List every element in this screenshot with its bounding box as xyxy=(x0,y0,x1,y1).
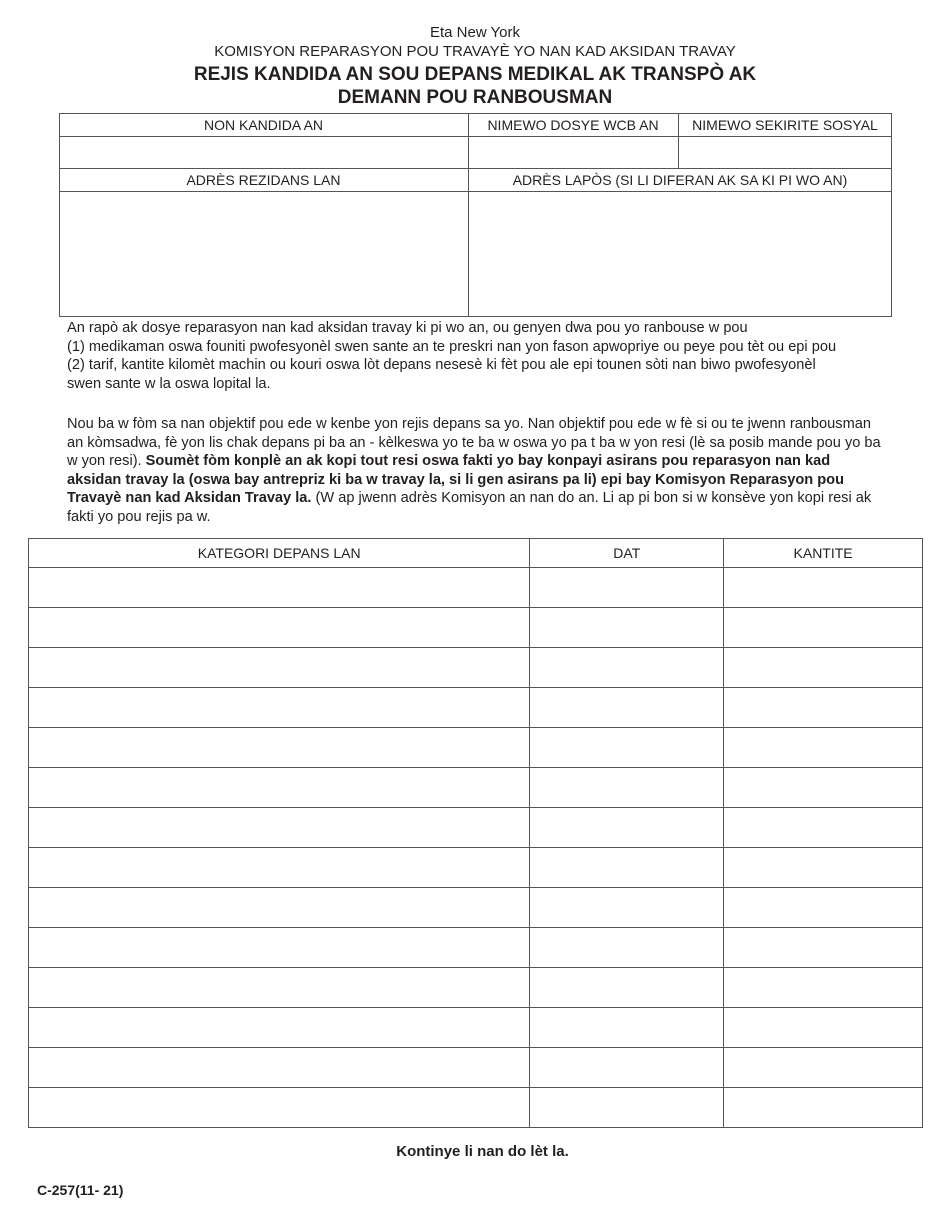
expense-category-cell[interactable] xyxy=(29,768,530,808)
expense-amount-cell[interactable] xyxy=(724,688,923,728)
claimant-name-label: NON KANDIDA AN xyxy=(203,117,324,133)
expense-row xyxy=(29,568,923,608)
expense-date-cell[interactable] xyxy=(530,968,724,1008)
expense-table xyxy=(28,538,923,1128)
continue-note: Kontinye li nan do lèt la. xyxy=(396,1143,569,1160)
claimant-info-box xyxy=(59,113,892,317)
expense-date-cell[interactable] xyxy=(530,808,724,848)
expense-category-cell[interactable] xyxy=(29,1008,530,1048)
expense-category-header: KATEGORI DEPANS LAN xyxy=(29,539,530,568)
expense-date-cell[interactable] xyxy=(530,848,724,888)
instructions-text: Nou ba w fòm sa nan objektif pou ede w kenbe yon rejis depans sa yo. Nan objektif pou ede w fè si ou te jwenn ranbousman an kòmsadwa, fè yon lis chak depans pi ba an - kèlkeswa yo te ba w oswa yo pa t ba w yon resi (lè sa posib mande pou yo ba w yon resi). xyxy=(67,416,881,469)
instructions-bold-text: Soumèt fòm konplè an ak kopi tout resi oswa fakti yo bay konpayi asirans pou reparasyon nan kad aksidan travay la (oswa bay antrepriz ki ba w travay la, si li gen asirans pa li) epi bay Komisyon Reparasyon pou Travayè nan kad Aksidan Travay la. xyxy=(67,453,844,506)
state-name: Eta New York xyxy=(429,24,521,41)
expense-amount-cell[interactable] xyxy=(724,1048,923,1088)
expense-amount-cell[interactable] xyxy=(724,768,923,808)
expense-amount-cell[interactable] xyxy=(724,848,923,888)
expense-row xyxy=(29,888,923,928)
expense-category-cell[interactable] xyxy=(29,848,530,888)
expense-amount-cell[interactable] xyxy=(724,968,923,1008)
expense-row xyxy=(29,1088,923,1128)
expense-category-cell[interactable] xyxy=(29,808,530,848)
expense-row xyxy=(29,968,923,1008)
expense-amount-cell[interactable] xyxy=(724,568,923,608)
expense-date-cell[interactable] xyxy=(530,1008,724,1048)
divider xyxy=(59,191,892,192)
expense-amount-cell[interactable] xyxy=(724,928,923,968)
intro-line: (2) tarif, kantite kilomèt machin ou kouri oswa lòt depans nesesè ki fèt pou ale epi tounen sòti nan biwo pwofesyonèl xyxy=(67,357,816,373)
expense-date-cell[interactable] xyxy=(530,688,724,728)
expense-row xyxy=(29,728,923,768)
mailing-address-label: ADRÈS LAPÒS (SI LI DIFERAN AK SA KI PI WO AN) xyxy=(512,172,848,188)
expense-amount-cell[interactable] xyxy=(724,888,923,928)
expense-amount-cell[interactable] xyxy=(724,1088,923,1128)
expense-amount-cell[interactable] xyxy=(724,1008,923,1048)
expense-row xyxy=(29,768,923,808)
expense-date-cell[interactable] xyxy=(530,728,724,768)
expense-category-cell[interactable] xyxy=(29,688,530,728)
divider xyxy=(59,136,892,137)
expense-table-header xyxy=(29,539,923,568)
intro-line: An rapò ak dosye reparasyon nan kad aksidan travay ki pi wo an, ou genyen dwa pou yo ranbouse w pou xyxy=(67,320,748,336)
expense-date-cell[interactable] xyxy=(530,1048,724,1088)
expense-row xyxy=(29,648,923,688)
expense-row xyxy=(29,808,923,848)
expense-amount-cell[interactable] xyxy=(724,608,923,648)
form-number: C-257(11- 21) xyxy=(37,1182,124,1198)
residence-address-label: ADRÈS REZIDANS LAN xyxy=(186,172,341,188)
expense-category-cell[interactable] xyxy=(29,1048,530,1088)
instructions-text-end: (W ap jwenn adrès Komisyon an nan do an. Li ap pi bon si w konsève yon kopi resi ak fakti yo pou rejis pa w. xyxy=(67,490,872,525)
expense-category-cell[interactable] xyxy=(29,928,530,968)
expense-category-cell[interactable] xyxy=(29,648,530,688)
form-title-line1: REJIS KANDIDA AN SOU DEPANS MEDIKAL AK TRANSPÒ AK xyxy=(193,64,757,85)
ssn-label: NIMEWO SEKIRITE SOSYAL xyxy=(692,117,878,133)
amount-header: KANTITE xyxy=(724,539,923,568)
expense-row xyxy=(29,688,923,728)
expense-row xyxy=(29,1048,923,1088)
intro-line: (1) medikaman oswa founiti pwofesyonèl swen sante an te preskri nan yon fason apwopriye ou peye pou tèt ou epi pou xyxy=(67,338,837,355)
expense-category-cell[interactable] xyxy=(29,608,530,648)
expense-amount-cell[interactable] xyxy=(724,808,923,848)
expense-date-cell[interactable] xyxy=(530,608,724,648)
expense-row xyxy=(29,608,923,648)
instructions-paragraph xyxy=(67,415,887,526)
expense-row xyxy=(29,928,923,968)
expense-category-cell[interactable] xyxy=(29,968,530,1008)
expense-date-cell[interactable] xyxy=(530,648,724,688)
wcb-case-number-label: NIMEWO DOSYE WCB AN xyxy=(487,117,659,133)
intro-paragraph xyxy=(67,319,897,393)
expense-date-cell[interactable] xyxy=(530,768,724,808)
date-header: DAT xyxy=(530,539,724,568)
expense-category-cell[interactable] xyxy=(29,888,530,928)
expense-date-cell[interactable] xyxy=(530,568,724,608)
expense-date-cell[interactable] xyxy=(530,928,724,968)
expense-date-cell[interactable] xyxy=(530,1088,724,1128)
expense-category-cell[interactable] xyxy=(29,568,530,608)
expense-category-cell[interactable] xyxy=(29,728,530,768)
expense-category-cell[interactable] xyxy=(29,1088,530,1128)
expense-amount-cell[interactable] xyxy=(724,648,923,688)
expense-row xyxy=(29,848,923,888)
expense-row xyxy=(29,1008,923,1048)
expense-amount-cell[interactable] xyxy=(724,728,923,768)
intro-line: swen sante w la oswa lopital la. xyxy=(67,375,271,392)
divider xyxy=(468,113,469,317)
form-title xyxy=(0,63,950,109)
expense-date-cell[interactable] xyxy=(530,888,724,928)
form-title-line2: DEMANN POU RANBOUSMAN xyxy=(337,87,613,108)
agency-name: KOMISYON REPARASYON POU TRAVAYÈ YO NAN KAD AKSIDAN TRAVAY xyxy=(214,43,736,60)
